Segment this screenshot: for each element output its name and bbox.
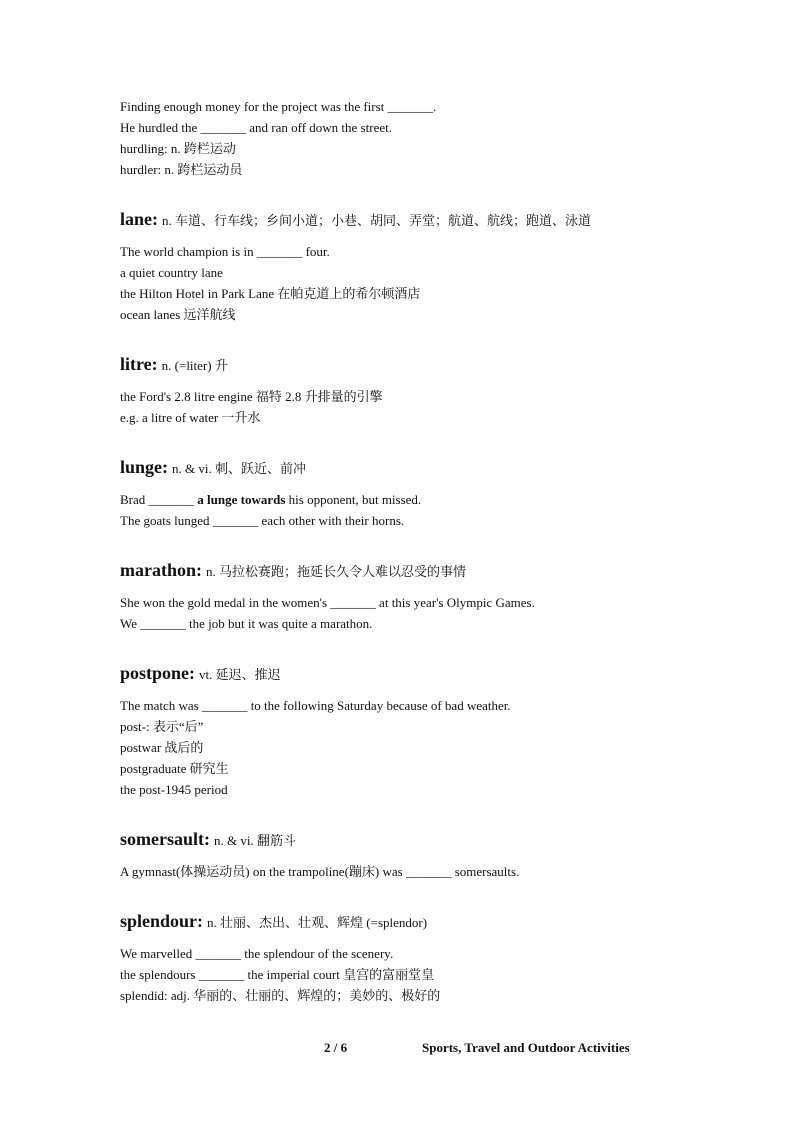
document-body [120, 96, 680, 1006]
text-segment: his opponent, but missed. [285, 492, 422, 507]
text-segment: Brad _______ [120, 492, 198, 507]
definition: n. & vi. 刺、跃近、前冲 [172, 461, 306, 476]
entry-litre [120, 352, 680, 428]
text-line: He hurdled the _______ and ran off down the street. [120, 120, 392, 135]
example-line: e.g. a litre of water 一升水 [120, 410, 261, 425]
entry-lane [120, 207, 680, 325]
example-line: the splendours _______ the imperial court 皇宫的富丽堂皇 [120, 967, 435, 982]
definition: n. 马拉松赛跑；拖延长久令人难以忍受的事情 [206, 564, 467, 579]
example-line: the Hilton Hotel in Park Lane 在帕克道上的希尔顿酒店 [120, 286, 421, 301]
entry-heading [120, 909, 680, 935]
footer-title: Sports, Travel and Outdoor Activities [422, 1040, 630, 1055]
definition: n. 壮丽、杰出、壮观、辉煌 (=splendor) [207, 915, 428, 930]
text-line: hurdling: n. 跨栏运动 [120, 141, 236, 156]
example-line: the post-1945 period [120, 782, 228, 797]
entry-splendour [120, 909, 680, 1006]
headword: lane: [120, 209, 158, 229]
entry-heading [120, 661, 680, 687]
entry-somersault [120, 827, 680, 882]
entry-heading [120, 352, 680, 378]
example-line: We marvelled _______ the splendour of the scenery. [120, 946, 394, 961]
entry-postpone [120, 661, 680, 800]
headword: splendour: [120, 911, 204, 931]
definition: n. (=liter) 升 [161, 358, 228, 373]
entry-lunge [120, 455, 680, 531]
definition: vt. 延迟、推迟 [199, 667, 281, 682]
definition: n. 车道、行车线；乡间小道；小巷、胡同、弄堂；航道、航线；跑道、泳道 [162, 213, 592, 228]
entry-heading [120, 827, 680, 853]
text-line: Finding enough money for the project was the first _______. [120, 99, 437, 114]
headword: postpone: [120, 663, 196, 683]
example-line: splendid: adj. 华丽的、壮丽的、辉煌的；美妙的、极好的 [120, 988, 441, 1003]
definition: n. & vi. 翻筋斗 [213, 833, 296, 848]
example-line: postwar 战后的 [120, 740, 204, 755]
example-line: A gymnast(体操运动员) on the trampoline(蹦床) was _______ somersaults. [120, 864, 520, 879]
entry-heading [120, 558, 680, 584]
example-line: the Ford's 2.8 litre engine 福特 2.8 升排量的引擎 [120, 389, 383, 404]
headword: litre: [120, 354, 158, 374]
headword: lunge: [120, 457, 169, 477]
example-line: The match was _______ to the following Saturday because of bad weather. [120, 698, 511, 713]
example-line: She won the gold medal in the women's _______ at this year's Olympic Games. [120, 595, 535, 610]
intro-block [120, 96, 680, 180]
example-line: post-: 表示“后” [120, 719, 204, 734]
page-footer [0, 1040, 794, 1060]
headword: marathon: [120, 560, 202, 580]
example-line [120, 489, 680, 510]
text-line: hurdler: n. 跨栏运动员 [120, 162, 243, 177]
entry-marathon [120, 558, 680, 634]
example-line: postgraduate 研究生 [120, 761, 229, 776]
example-line: We _______ the job but it was quite a marathon. [120, 616, 373, 631]
headword: somersault: [120, 829, 210, 849]
example-line: ocean lanes 远洋航线 [120, 307, 236, 322]
example-line: The world champion is in _______ four. [120, 244, 330, 259]
entry-heading [120, 455, 680, 481]
entry-heading [120, 207, 680, 233]
bold-phrase: a lunge towards [197, 492, 286, 507]
page-number: 2 / 6 [324, 1040, 348, 1055]
example-line: a quiet country lane [120, 265, 223, 280]
example-line: The goats lunged _______ each other with their horns. [120, 513, 405, 528]
